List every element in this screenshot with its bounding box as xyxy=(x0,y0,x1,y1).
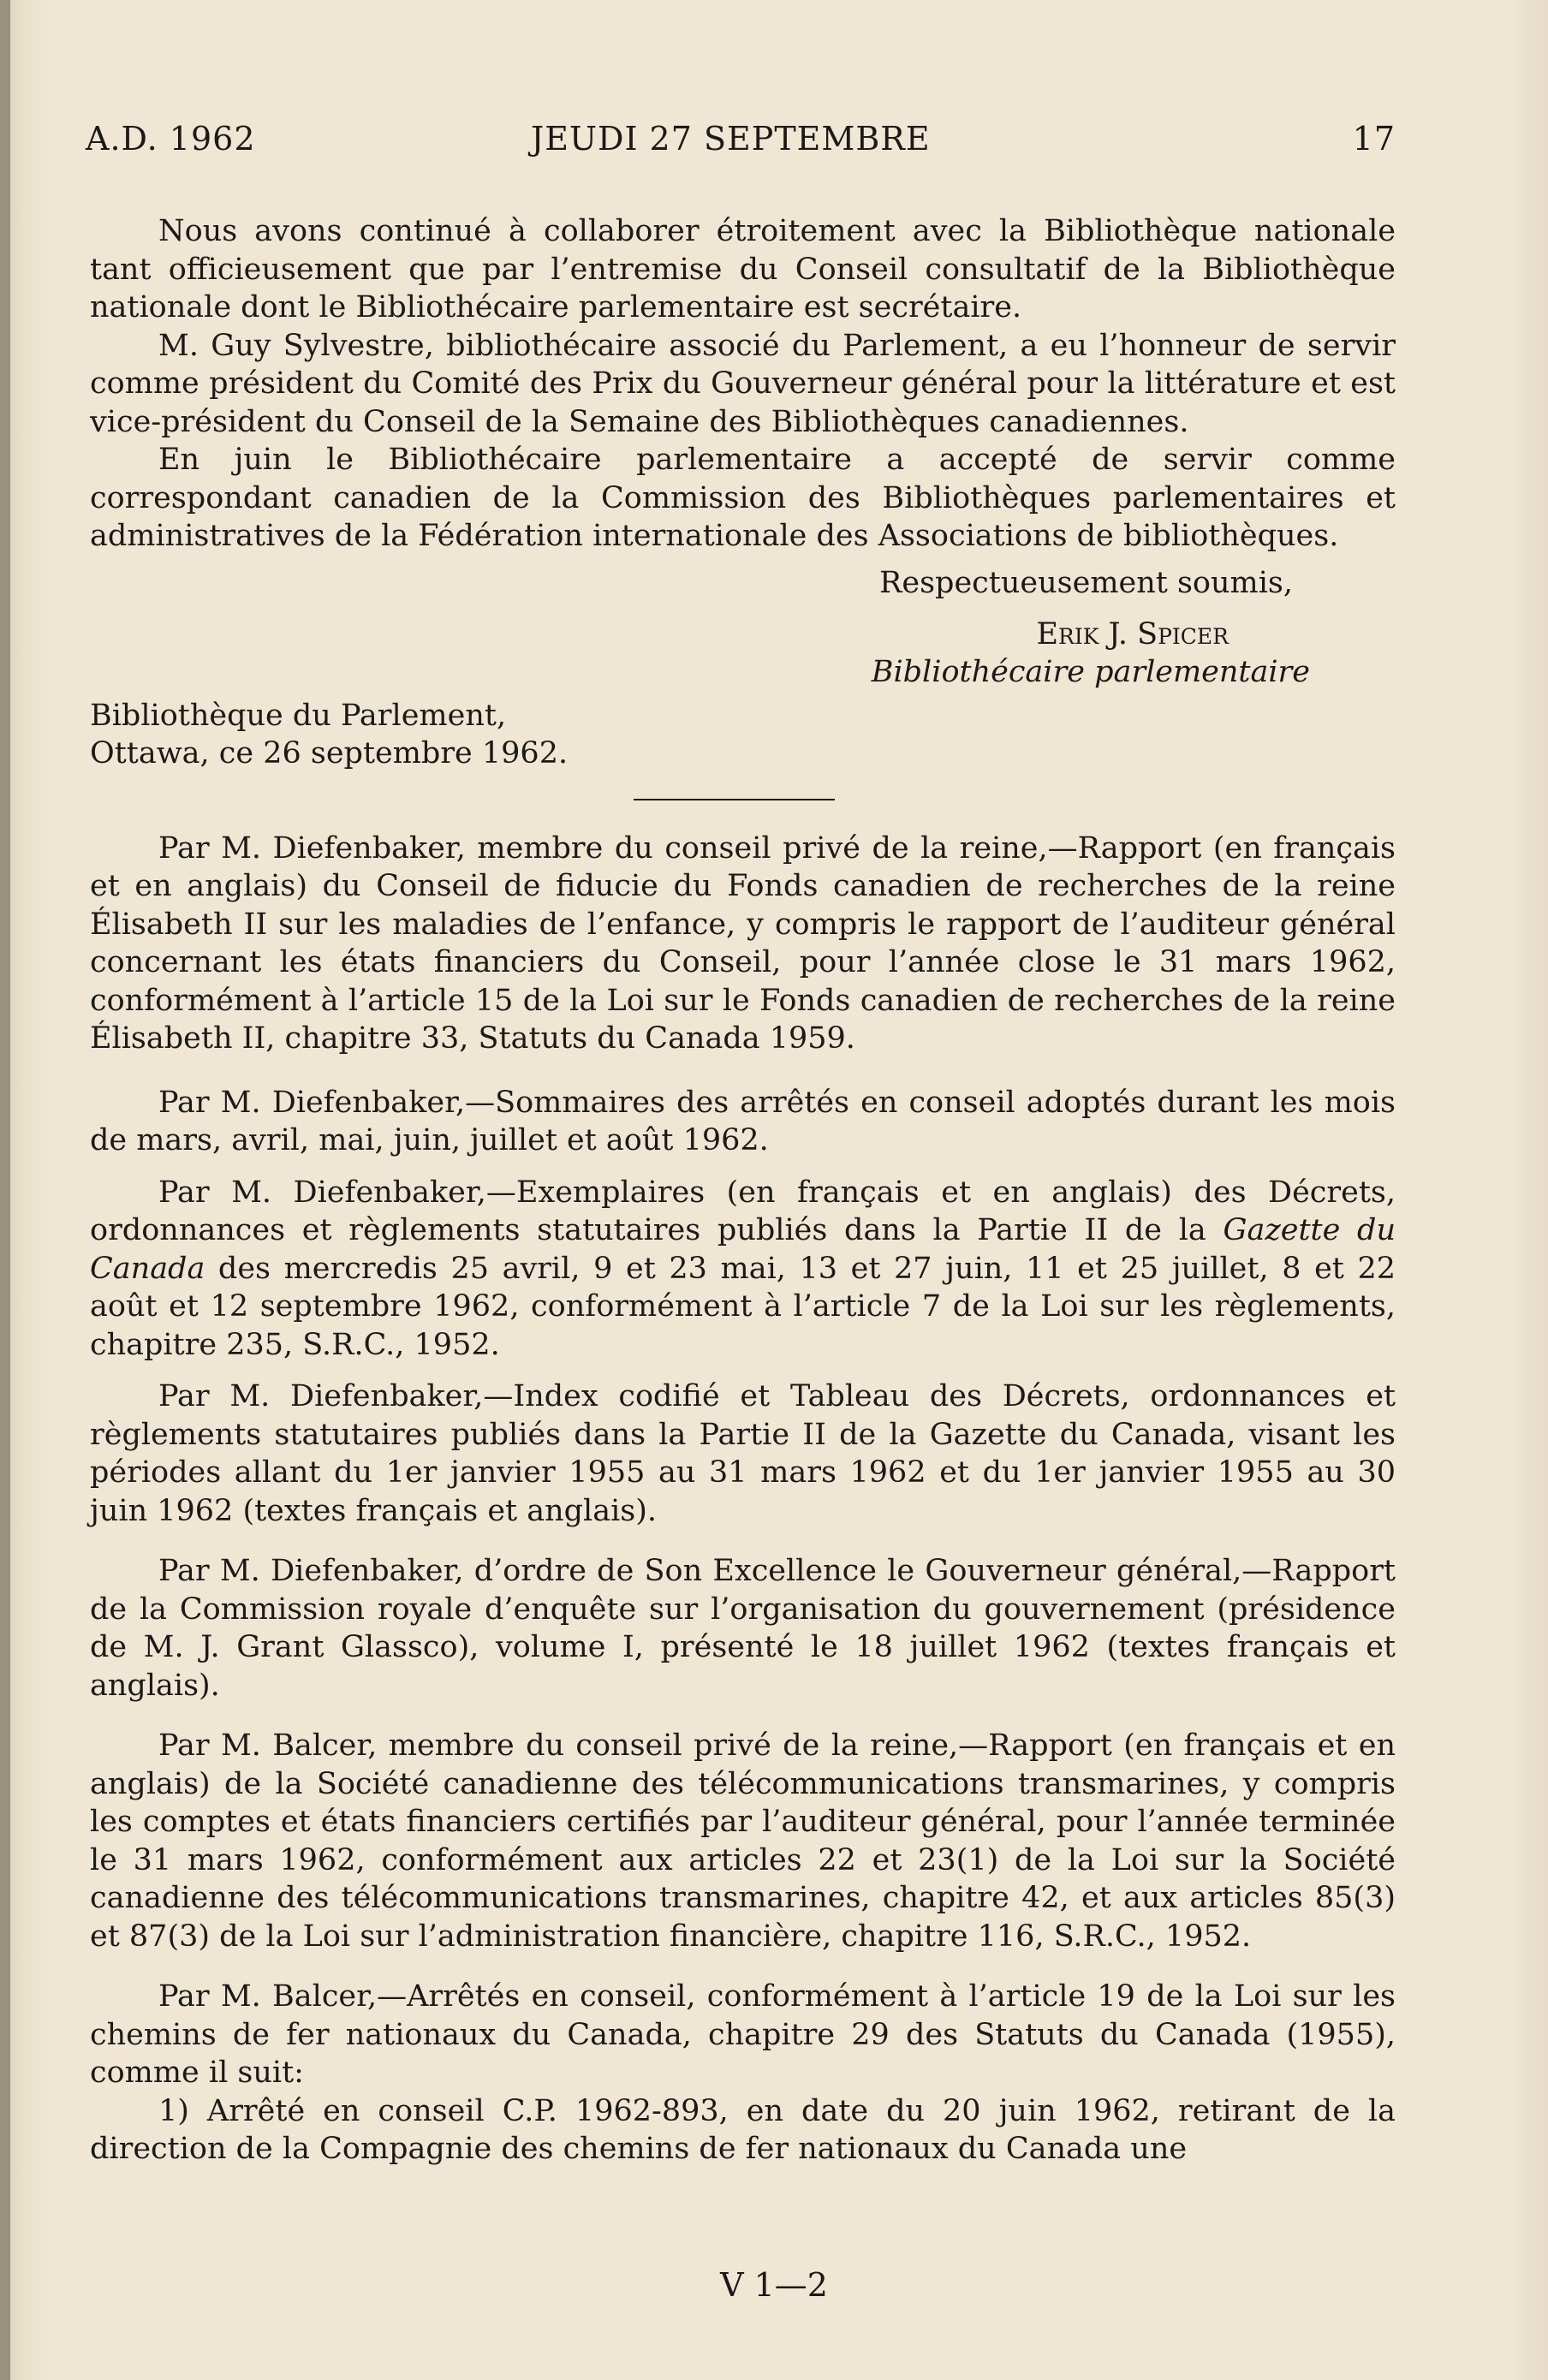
paragraph: En juin le Bibliothécaire parlementaire a accepté de servir comme correspondant canadien de la Commission des Bibliothèques parlementaires et administratives de la Fédération internationale des Associations de bibliothèques. xyxy=(90,443,1396,553)
signature-closing: Respectueusement soumis, xyxy=(879,565,1293,600)
place-line: Bibliothèque du Parlement, xyxy=(90,698,507,733)
entry-text: Par M. Diefenbaker,—Exemplaires (en français et en anglais) des Décrets, ordonnances et règlements statutaires publiés dans la Partie II de la xyxy=(90,1175,1396,1247)
list-item: 1) Arrêté en conseil C.P. 1962-893, en date du 20 juin 1962, retirant de la direction de la Compagnie des chemins de fer nationaux du Canada une xyxy=(90,2093,1396,2166)
running-header xyxy=(86,120,1396,163)
entry-paragraph: Par M. Balcer,—Arrêtés en conseil, conformément à l’article 19 de la Loi sur les chemins de fer nationaux du Canada, chapitre 29 des Statuts du Canada (1955), comme il suit: xyxy=(90,1979,1396,2090)
entry-paragraph: Par M. Diefenbaker,—Sommaires des arrêtés en conseil adoptés durant les mois de mars, avril, mai, juin, juillet et août 1962. xyxy=(90,1085,1396,1157)
signature-name: Erik J. Spicer xyxy=(1036,616,1229,652)
paragraph: Nous avons continué à collaborer étroitement avec la Bibliothèque nationale tant officieusement que par l’entremise du Conseil consultatif de la Bibliothèque nationale dont le Bibliothécaire parlementaire est secrétaire. xyxy=(90,214,1396,324)
page-number: 17 xyxy=(1352,120,1396,158)
signature-block xyxy=(90,564,1396,697)
entry-paragraph xyxy=(90,1174,1396,1365)
entry-paragraph: Par M. Diefenbaker,—Index codifié et Tableau des Décrets, ordonnances et règlements statutaires publiés dans la Partie II de la Gazette du Canada, visant les périodes allant du 1er janvier 1955 au 31 mars 1962 et du 1er janvier 1955 au 30 juin 1962 (textes français et anglais). xyxy=(90,1379,1396,1528)
entry-text: des mercredis 25 avril, 9 et 23 mai, 13 et 27 juin, 11 et 25 juillet, 8 et 22 août et 12 septembre 1962, conformément à l’article 7 de la Loi sur les règlements, chapitre 235, S.R.C., 1952. xyxy=(90,1251,1396,1362)
entry-paragraph: Par M. Diefenbaker, membre du conseil privé de la reine,—Rapport (en français et en anglais) du Conseil de fiducie du Fonds canadien de recherches de la reine Élisabeth II sur les maladies de l’enfance, y compris le rapport de l’auditeur général concernant les états financiers du Conseil, pour l’année close le 31 mars 1962, conformément à l’article 15 de la Loi sur le Fonds canadien de recherches de la reine Élisabeth II, chapitre 33, Statuts du Canada 1959. xyxy=(90,830,1396,1056)
date-line: Ottawa, ce 26 septembre 1962. xyxy=(90,736,569,771)
signature-title: Bibliothécaire parlementaire xyxy=(871,654,1310,689)
page-body xyxy=(90,212,1396,2169)
header-year: A.D. 1962 xyxy=(86,120,256,158)
entry-italic-text: Gazette du Canada xyxy=(90,1213,1396,1286)
header-date: JEUDI 27 SEPTEMBRE xyxy=(531,120,931,158)
signature-mark: V 1—2 xyxy=(720,2266,828,2304)
section-divider xyxy=(634,799,835,800)
paragraph: M. Guy Sylvestre, bibliothécaire associé du Parlement, a eu l’honneur de servir comme président du Comité des Prix du Gouverneur général pour la littérature et est vice-président du Conseil de la Semaine des Bibliothèques canadiennes. xyxy=(90,328,1396,439)
binding-edge xyxy=(0,0,10,2380)
entry-paragraph: Par M. Balcer, membre du conseil privé de la reine,—Rapport (en français et en anglais) de la Société canadienne des télécommunications transmarines, y compris les comptes et états financiers certifiés par l’auditeur général, pour l’année terminée le 31 mars 1962, conformément aux articles 22 et 23(1) de la Loi sur la Société canadienne des télécommunications transmarines, chapitre 42, et aux articles 85(3) et 87(3) de la Loi sur l’administration financière, chapitre 116, S.R.C., 1952. xyxy=(90,1728,1396,1954)
entry-paragraph: Par M. Diefenbaker, d’ordre de Son Excellence le Gouverneur général,—Rapport de la Commission royale d’enquête sur l’organisation du gouvernement (présidence de M. J. Grant Glassco), volume I, présenté le 18 juillet 1962 (textes français et anglais). xyxy=(90,1554,1396,1703)
